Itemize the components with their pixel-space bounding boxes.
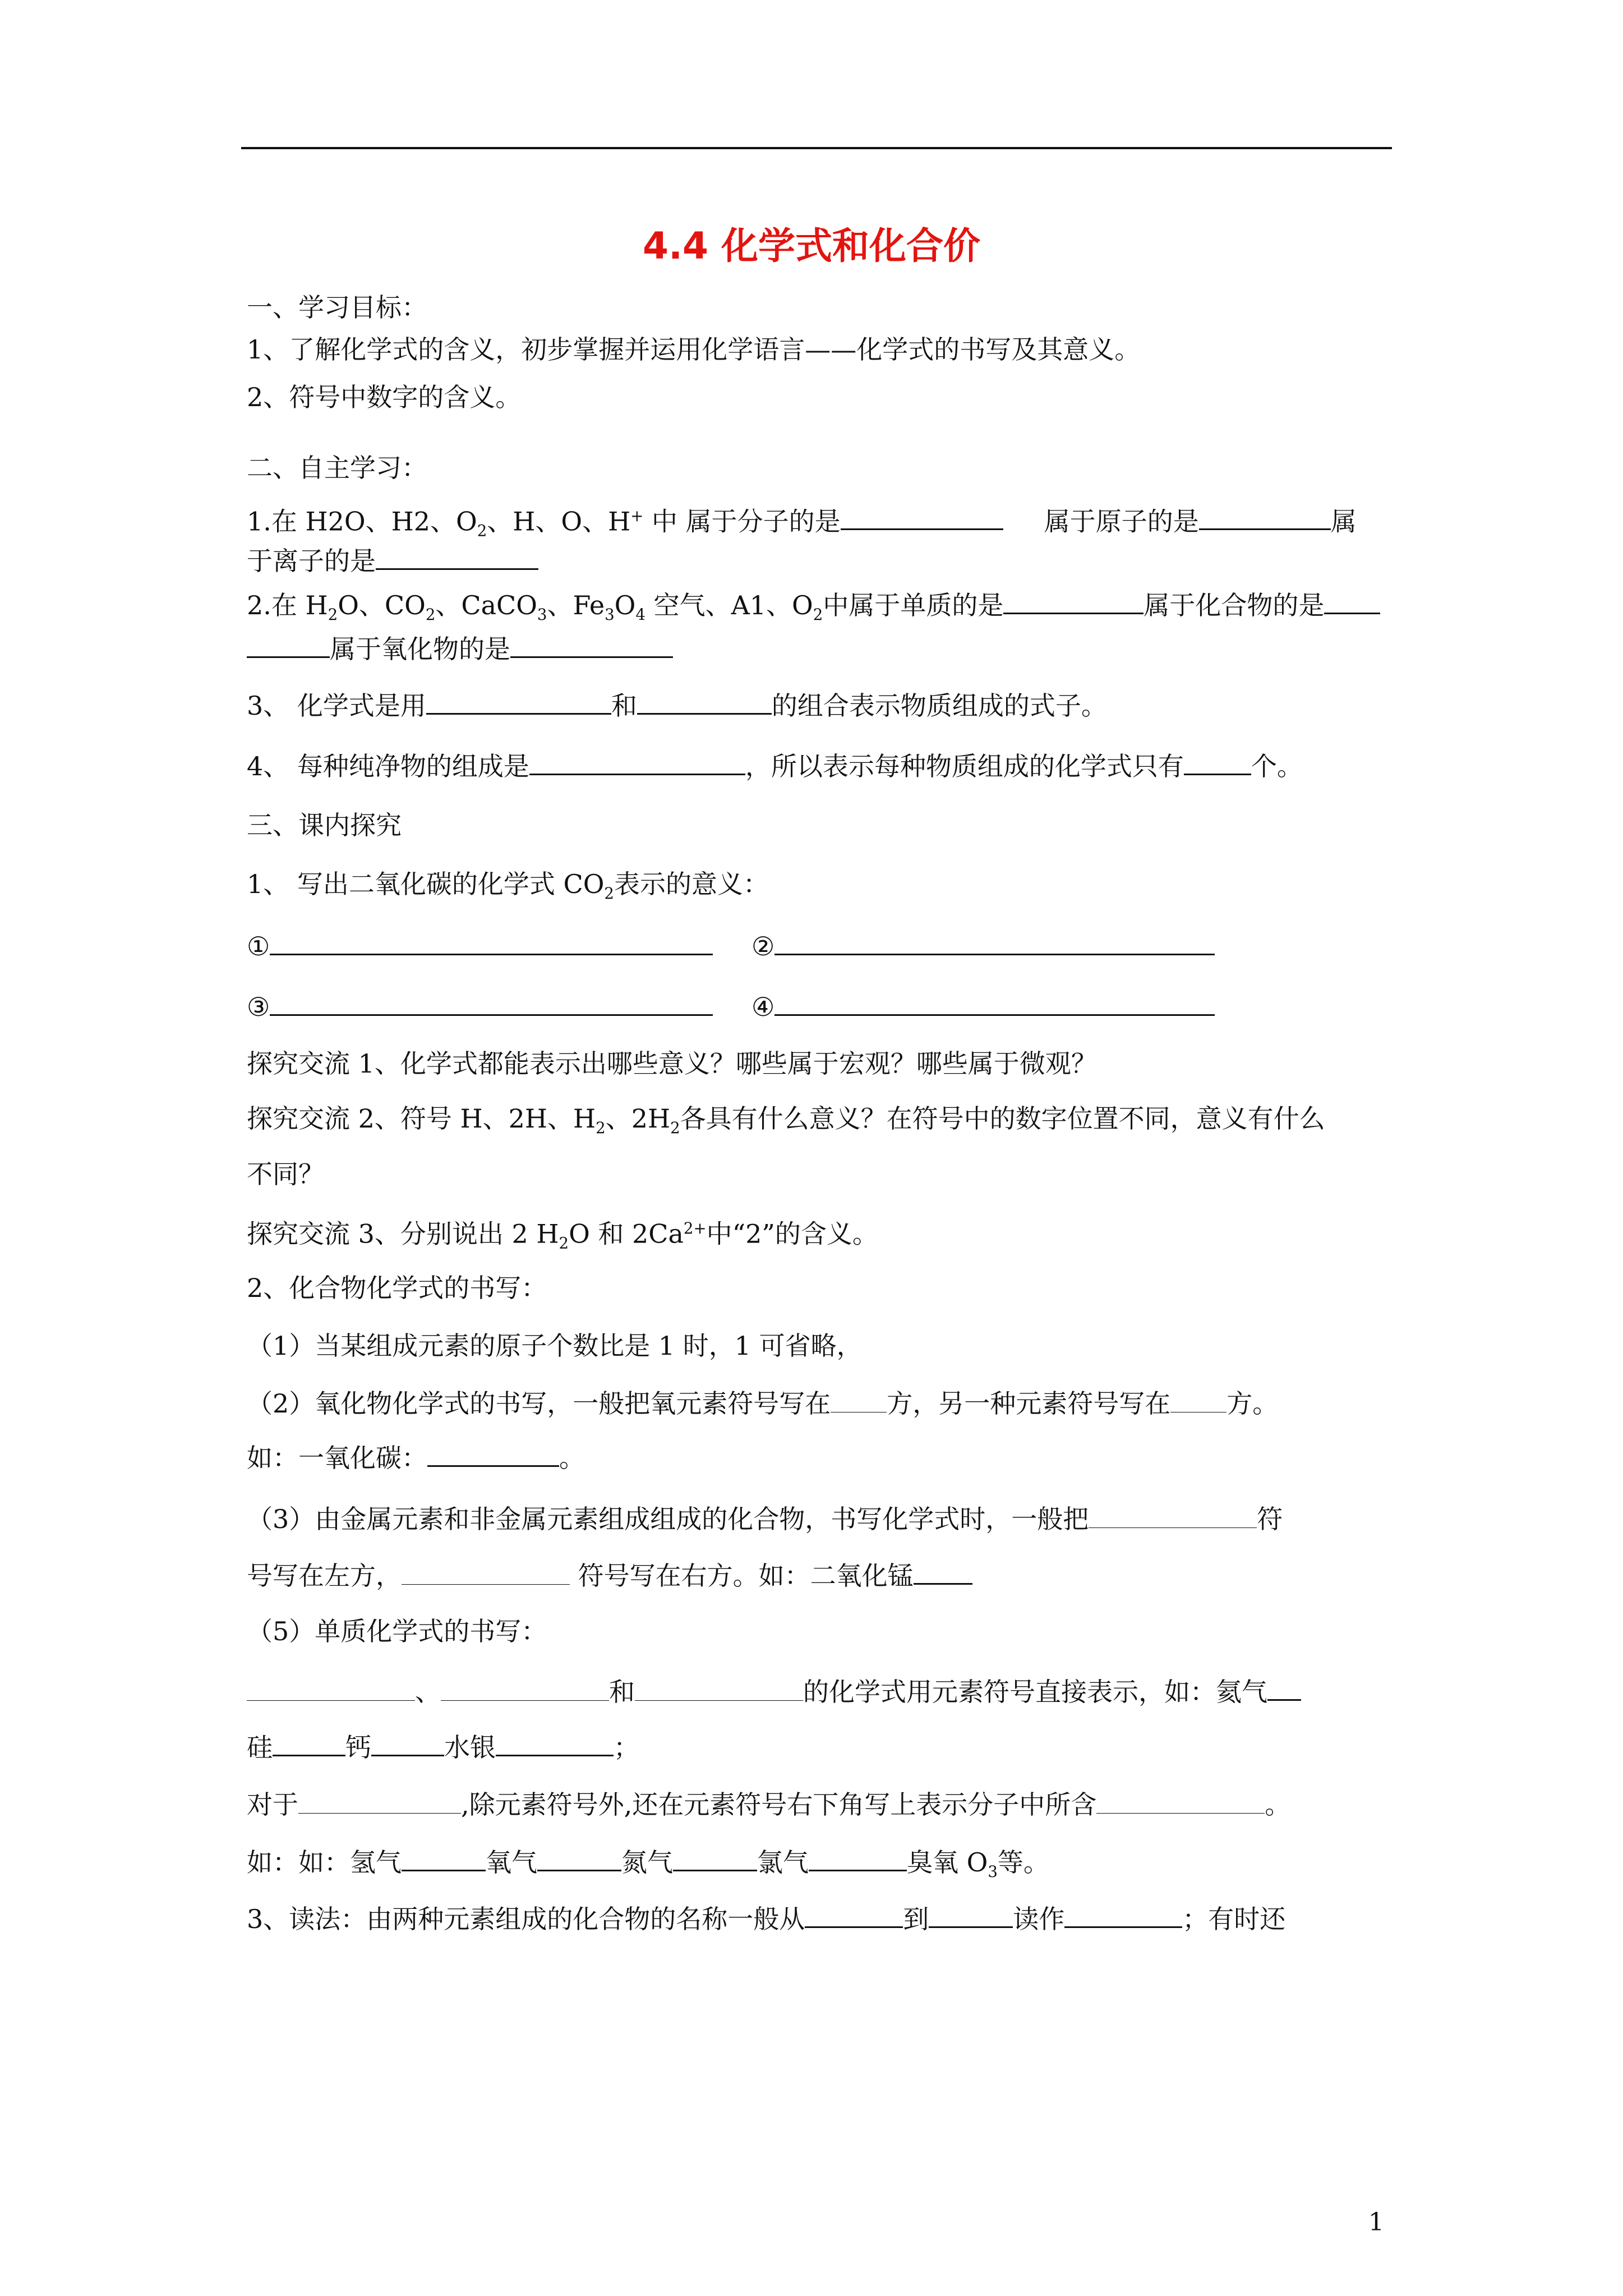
answer-blank[interactable]	[298, 1787, 461, 1814]
meaning-row-4: ④	[751, 988, 1215, 1024]
answer-blank[interactable]	[1096, 1787, 1265, 1814]
answer-blank[interactable]	[247, 631, 330, 658]
answer-blank[interactable]	[441, 1674, 609, 1701]
answer-blank[interactable]	[529, 748, 745, 775]
answer-blank[interactable]	[1089, 1502, 1257, 1528]
question-2-line: 2.在 $H_2O$、$CO_2$、CaCO$_3$、$Fe_3O_4$ 空气、A1、$O_2$中属于单质的是 属于化合物的是	[247, 587, 1380, 632]
rule-3-line-2: 号写在左方， 符号写在右方。如：二氧化锰	[247, 1557, 972, 1593]
inquiry-1-line: 1、 写出二氧化碳的化学式 $CO_2$表示的意义：	[247, 869, 769, 903]
answer-blank[interactable]	[427, 1439, 559, 1467]
answer-blank[interactable]	[809, 1844, 907, 1871]
page-number: 1	[1368, 2208, 1384, 2237]
question-1-line-2: 于离子的是	[247, 542, 538, 578]
rule-2-line-2: 如：一氧化碳： 。	[247, 1439, 585, 1475]
answer-blank[interactable]	[673, 1844, 757, 1871]
exchange-2-line-2: 不同？	[247, 1159, 324, 1189]
answer-blank[interactable]	[537, 1844, 621, 1871]
answer-blank[interactable]	[247, 1674, 415, 1701]
rule-5-line-2: 、 和 的化学式用元素符号直接表示，如：氦气	[247, 1673, 1301, 1709]
page-title: 4.4 化学式和化合价	[643, 224, 980, 268]
meaning-row-1: ①	[247, 928, 713, 963]
exchange-2-line: 探究交流 2、符号 H、2H、$H_2$、$2H_2$各具有什么意义？在符号中的数字位置不同，意义有什么	[247, 1103, 1325, 1138]
objective-2: 2、符号中数字的含义。	[247, 382, 522, 412]
answer-blank[interactable]	[929, 1901, 1013, 1928]
answer-blank[interactable]	[1184, 748, 1251, 775]
section-objectives-heading: 一、学习目标：	[247, 292, 427, 323]
section-self-study-heading: 二、自主学习：	[247, 453, 427, 483]
answer-blank[interactable]	[426, 687, 611, 715]
answer-blank[interactable]	[510, 631, 673, 658]
rule-2-line: （2）氧化物化学式的书写，一般把氧元素符号写在 方，另一种元素符号写在 方。	[247, 1386, 1278, 1420]
answer-blank[interactable]	[1003, 587, 1144, 614]
rule-3-line: （3）由金属元素和非金属元素组成组成的化合物，书写化学式时，一般把 符	[247, 1502, 1283, 1536]
question-4-line: 4、 每种纯净物的组成是 ，所以表示每种物质组成的化学式只有 个。	[247, 748, 1303, 783]
answer-blank[interactable]	[841, 503, 1003, 530]
answer-blank[interactable]	[1170, 1386, 1227, 1412]
exchange-1: 探究交流 1、化学式都能表示出哪些意义？哪些属于宏观？哪些属于微观？	[247, 1048, 1097, 1079]
answer-blank[interactable]	[914, 1557, 972, 1585]
question-1-line: 1.在 H2O、H2、$O_2$、H、O、H+ 中 属于分子的是 属于原子的是 属	[247, 499, 1357, 548]
answer-blank[interactable]	[774, 928, 1215, 955]
answer-blank[interactable]	[496, 1729, 614, 1756]
answer-blank[interactable]	[270, 928, 713, 955]
header-rule	[241, 147, 1392, 149]
meaning-row-3: ③	[247, 988, 713, 1024]
reading-rule-line: 3、读法：由两种元素组成的化合物的名称一般从 到 读作 ；有时还	[247, 1901, 1285, 1936]
question-2-line-2: 属于氧化物的是	[247, 631, 673, 666]
answer-blank[interactable]	[635, 1674, 803, 1701]
answer-blank[interactable]	[831, 1386, 887, 1412]
objective-1: 1、了解化学式的含义，初步掌握并运用化学语言——化学式的书写及其意义。	[247, 334, 1141, 365]
rule-6-line: 对于 ,除元素符号外,还在元素符号右下角写上表示分子中所含 。	[247, 1787, 1290, 1821]
answer-blank[interactable]	[774, 988, 1215, 1016]
rule-5-line-3: 硅 钙 水银 ；	[247, 1729, 639, 1764]
meaning-row-2: ②	[751, 928, 1215, 963]
compound-formula-heading: 2、化合物化学式的书写：	[247, 1273, 547, 1303]
rule-1: （1）当某组成元素的原子个数比是 1 时，1 可省略，	[247, 1331, 863, 1361]
answer-blank[interactable]	[805, 1901, 903, 1928]
question-3-line: 3、 化学式是用 和 的组合表示物质组成的式子。	[247, 687, 1107, 723]
answer-blank[interactable]	[270, 988, 713, 1016]
section-inquiry-heading: 三、课内探究	[247, 810, 402, 840]
answer-blank[interactable]	[1064, 1901, 1182, 1928]
rule-5-heading: （5）单质化学式的书写：	[247, 1616, 547, 1646]
answer-blank[interactable]	[637, 687, 772, 715]
answer-blank[interactable]	[402, 1558, 570, 1585]
answer-blank[interactable]	[273, 1729, 345, 1756]
answer-blank[interactable]	[1324, 587, 1380, 614]
answer-blank[interactable]	[402, 1844, 486, 1871]
answer-blank[interactable]	[1199, 503, 1331, 530]
answer-blank[interactable]	[376, 542, 538, 570]
answer-blank[interactable]	[371, 1729, 444, 1756]
answer-blank[interactable]	[1267, 1673, 1301, 1701]
exchange-3-line: 探究交流 3、分别说出 2 $H_2O$ 和 $2Ca^{2+}$中“2”的含义。	[247, 1218, 878, 1253]
rule-7-line: 如：如：氢气 氧气 氮气 氯气 臭氧 $O_3$等。	[247, 1844, 1049, 1889]
